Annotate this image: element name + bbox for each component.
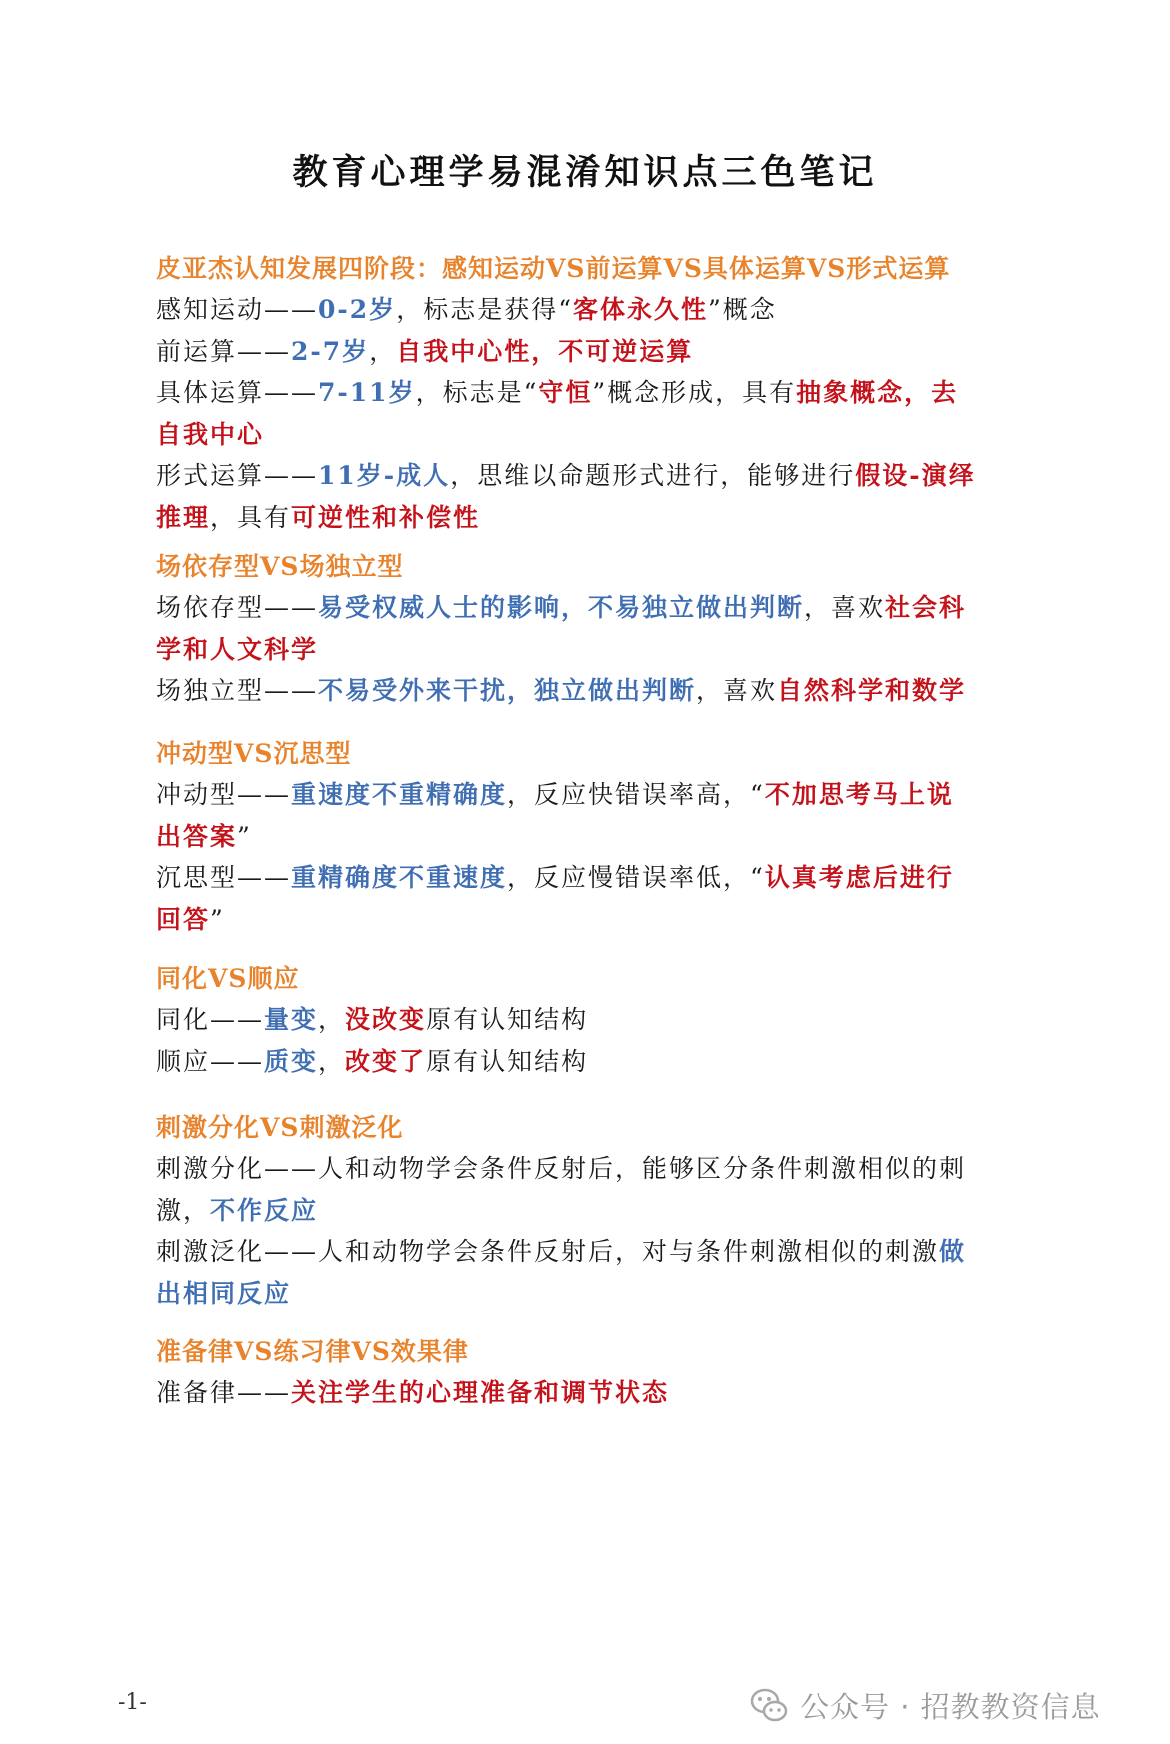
text-line bbox=[156, 1041, 1024, 1083]
text-line bbox=[156, 1231, 1024, 1273]
text-segment: ，标志是“ bbox=[415, 378, 539, 407]
blue-highlight: 7-11岁 bbox=[318, 378, 416, 407]
text-line bbox=[156, 670, 1024, 712]
text-segment: ，标志是获得“ bbox=[396, 295, 573, 324]
text-line bbox=[156, 289, 1024, 331]
blue-highlight: 重速度不重精确度 bbox=[291, 780, 508, 809]
text-segment: ” bbox=[210, 904, 225, 934]
blue-highlight: 0-2岁 bbox=[318, 295, 397, 324]
red-highlight: 抽象概念，去 bbox=[796, 378, 959, 407]
section-learning-laws bbox=[156, 1331, 1024, 1414]
red-highlight: 改变了 bbox=[345, 1046, 427, 1076]
red-highlight: 可逆性和补偿性 bbox=[291, 502, 481, 532]
section-impulsive-reflective bbox=[156, 733, 1024, 940]
text-line bbox=[156, 1148, 1024, 1190]
text-segment: 形式运算—— bbox=[156, 461, 319, 490]
text-line bbox=[156, 1372, 1024, 1414]
text-line bbox=[156, 372, 1024, 414]
text-segment: ， bbox=[318, 1046, 346, 1076]
text-segment: ” bbox=[237, 821, 252, 851]
section-heading: 同化VS顺应 bbox=[156, 964, 300, 993]
section-piaget bbox=[156, 248, 1024, 538]
red-highlight: 客体永久性 bbox=[572, 295, 708, 324]
text-segment: ”概念形成，具有 bbox=[592, 378, 797, 407]
red-highlight: 守恒 bbox=[538, 378, 593, 407]
section-field-dependence bbox=[156, 546, 1024, 712]
section-heading: 冲动型VS沉思型 bbox=[156, 739, 352, 768]
text-segment: 冲动型—— bbox=[156, 780, 292, 809]
text-line bbox=[156, 629, 1024, 671]
text-segment: 同化—— bbox=[156, 1005, 265, 1034]
blue-highlight: 重精确度不重速度 bbox=[291, 863, 508, 892]
page-title: 教育心理学易混淆知识点三色笔记 bbox=[292, 152, 878, 193]
text-segment: 顺应—— bbox=[156, 1046, 265, 1076]
blue-highlight: 做 bbox=[939, 1237, 967, 1266]
blue-highlight: 2-7岁 bbox=[291, 336, 370, 366]
section-stimulus bbox=[156, 1107, 1024, 1314]
text-segment: 场依存型—— bbox=[156, 593, 319, 622]
text-segment: 原有认知结构 bbox=[426, 1005, 589, 1034]
text-segment: 场独立型—— bbox=[156, 676, 319, 705]
text-segment: ”概念 bbox=[708, 295, 777, 324]
text-line bbox=[156, 455, 1024, 497]
section-heading: 皮亚杰认知发展四阶段：感知运动VS前运算VS具体运算VS形式运算 bbox=[156, 254, 951, 283]
red-highlight: 自我中心 bbox=[156, 419, 265, 449]
blue-highlight: 不作反应 bbox=[210, 1195, 319, 1225]
text-segment: ，喜欢 bbox=[696, 676, 778, 705]
red-highlight: 没改变 bbox=[345, 1005, 427, 1034]
blue-highlight: 质变 bbox=[264, 1046, 319, 1076]
red-highlight: 学和人文科学 bbox=[156, 634, 319, 664]
text-line bbox=[156, 857, 1024, 899]
text-segment: ，反应慢错误率低，“ bbox=[507, 863, 765, 892]
text-segment: 刺激分化——人和动物学会条件反射后，能够区分条件刺激相似的刺 bbox=[156, 1154, 967, 1183]
text-line bbox=[156, 999, 1024, 1041]
red-highlight: 假设-演绎 bbox=[855, 461, 976, 490]
text-segment: 激， bbox=[156, 1195, 211, 1225]
red-highlight: 回答 bbox=[156, 904, 211, 934]
text-segment: 刺激泛化——人和动物学会条件反射后，对与条件刺激相似的刺激 bbox=[156, 1237, 940, 1266]
text-segment: ， bbox=[369, 336, 397, 366]
blue-highlight: 出相同反应 bbox=[156, 1278, 292, 1308]
red-highlight: 关注学生的心理准备和调节状态 bbox=[291, 1378, 670, 1407]
text-line bbox=[156, 331, 1024, 373]
text-segment: 前运算—— bbox=[156, 336, 292, 366]
blue-highlight: 11岁-成人 bbox=[318, 461, 451, 490]
text-line bbox=[156, 587, 1024, 629]
text-segment: 原有认知结构 bbox=[426, 1046, 589, 1076]
text-line bbox=[156, 774, 1024, 816]
red-highlight: 社会科 bbox=[885, 593, 967, 622]
red-highlight: 自然科学和数学 bbox=[777, 676, 967, 705]
section-heading: 刺激分化VS刺激泛化 bbox=[156, 1113, 404, 1142]
text-segment: 沉思型—— bbox=[156, 863, 292, 892]
red-highlight: 出答案 bbox=[156, 821, 238, 851]
watermark bbox=[748, 1683, 1101, 1727]
text-line bbox=[156, 414, 1024, 456]
section-assimilation-accommodation bbox=[156, 958, 1024, 1082]
page-number: -1- bbox=[118, 1690, 147, 1715]
text-segment: 准备律—— bbox=[156, 1378, 292, 1407]
text-segment: ， bbox=[318, 1005, 346, 1034]
watermark-text: 公众号 · 招教教资信息 bbox=[800, 1689, 1101, 1724]
red-highlight: 不加思考马上说 bbox=[764, 780, 954, 809]
text-segment: ，思维以命题形式进行，能够进行 bbox=[450, 461, 856, 490]
text-segment: ，反应快错误率高，“ bbox=[507, 780, 765, 809]
section-heading: 场依存型VS场独立型 bbox=[156, 552, 404, 581]
wechat-icon bbox=[748, 1684, 790, 1726]
text-line bbox=[156, 816, 1024, 858]
text-line bbox=[156, 497, 1024, 539]
text-segment: 感知运动—— bbox=[156, 295, 319, 324]
text-line bbox=[156, 899, 1024, 941]
red-highlight: 推理 bbox=[156, 502, 211, 532]
red-highlight: 自我中心性，不可逆运算 bbox=[396, 336, 694, 366]
blue-highlight: 不易受外来干扰，独立做出判断 bbox=[318, 676, 697, 705]
text-line bbox=[156, 1190, 1024, 1232]
text-segment: ，具有 bbox=[210, 502, 292, 532]
red-highlight: 认真考虑后进行 bbox=[764, 863, 954, 892]
text-line bbox=[156, 1273, 1024, 1315]
blue-highlight: 易受权威人士的影响，不易独立做出判断 bbox=[318, 593, 805, 622]
blue-highlight: 量变 bbox=[264, 1005, 319, 1034]
text-segment: 具体运算—— bbox=[156, 378, 319, 407]
text-segment: ，喜欢 bbox=[804, 593, 886, 622]
section-heading: 准备律VS练习律VS效果律 bbox=[156, 1337, 469, 1366]
